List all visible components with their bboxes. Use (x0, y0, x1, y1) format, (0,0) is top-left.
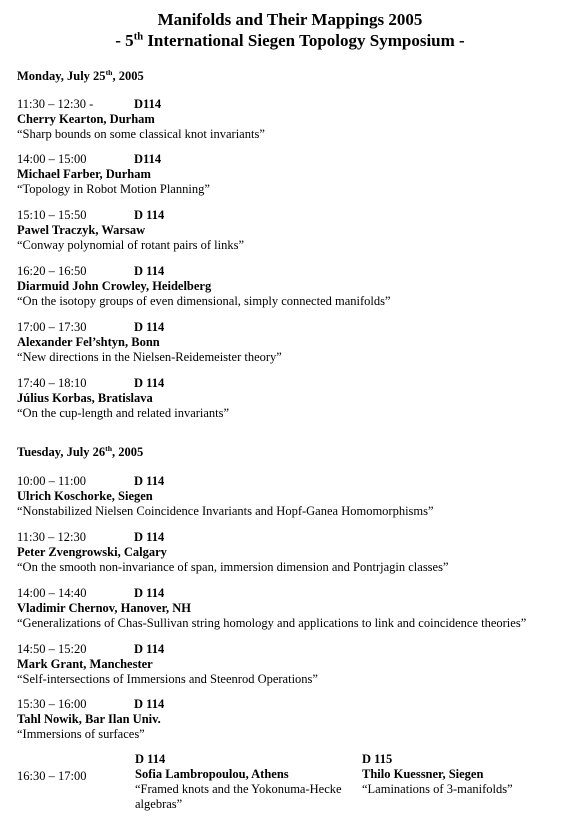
parallel-talk-a (135, 752, 360, 812)
talk-entry (17, 697, 572, 742)
talk-room: D 114 (134, 376, 165, 390)
talk-entry (17, 152, 572, 197)
talk-title: “On the cup-length and related invariants” (17, 406, 230, 420)
talk-room: D 114 (134, 474, 165, 488)
talk-time: 11:30 – 12:30 (17, 530, 86, 544)
talk-speaker: Cherry Kearton, Durham (17, 112, 155, 126)
talk-time: 14:50 – 15:20 (17, 642, 87, 656)
talk-entry (17, 376, 572, 421)
parallel-talk-b (362, 752, 572, 797)
day-label-suffix: , 2005 (112, 69, 144, 83)
talk-title: “Immersions of surfaces” (17, 727, 145, 741)
talk-room: D 114 (134, 320, 165, 334)
talk-title: “Generalizations of Chas-Sullivan string homology and applications to link and coincidence theories” (17, 616, 527, 630)
talk-entry (17, 642, 572, 687)
talk-title: “Conway polynomial of rotant pairs of links” (17, 238, 245, 252)
page-subtitle (0, 31, 580, 51)
talk-time: 14:00 – 14:40 (17, 586, 87, 600)
day-label-sup: th (105, 443, 113, 453)
talk-speaker: Július Korbas, Bratislava (17, 391, 153, 405)
talk-room: D114 (134, 97, 162, 111)
subtitle-rest: International Siegen Topology Symposium - (143, 31, 465, 50)
talk-time: 17:00 – 17:30 (17, 320, 87, 334)
talk-time: 10:00 – 11:00 (17, 474, 86, 488)
talk-time: 16:20 – 16:50 (17, 264, 87, 278)
talk-entry (17, 264, 572, 309)
talk-title: “Framed knots and the Yokonuma-Hecke algebras” (135, 782, 342, 811)
talk-speaker: Peter Zvengrowski, Calgary (17, 545, 167, 559)
talk-title: “Sharp bounds on some classical knot invariants” (17, 127, 265, 141)
talk-time: 17:40 – 18:10 (17, 376, 87, 390)
talk-title: “Nonstabilized Nielsen Coincidence Invariants and Hopf-Ganea Homomorphisms” (17, 504, 434, 518)
subtitle-sup: th (133, 31, 144, 43)
talk-title: “On the isotopy groups of even dimensional, simply connected manifolds” (17, 294, 391, 308)
talk-title: “On the smooth non-invariance of span, immersion dimension and Pontrjagin classes” (17, 560, 449, 574)
talk-room: D 115 (362, 752, 393, 766)
talk-speaker: Ulrich Koschorke, Siegen (17, 489, 153, 503)
talk-room: D 114 (134, 642, 165, 656)
talk-speaker: Vladimir Chernov, Hanover, NH (17, 601, 191, 615)
page-title: Manifolds and Their Mappings 2005 (157, 10, 423, 29)
talk-speaker: Thilo Kuessner, Siegen (362, 767, 484, 781)
day-label-suffix: , 2005 (112, 445, 144, 459)
talk-entry (17, 530, 572, 575)
talk-entry (17, 320, 572, 365)
talk-speaker: Pawel Traczyk, Warsaw (17, 223, 146, 237)
talk-room: D114 (134, 152, 162, 166)
talk-time: 16:30 – 17:00 (17, 769, 87, 783)
talk-title: “Laminations of 3-manifolds” (362, 782, 513, 796)
talk-speaker: Alexander Fel’shtyn, Bonn (17, 335, 160, 349)
talk-speaker: Tahl Nowik, Bar Ilan Univ. (17, 712, 161, 726)
talk-time: 15:10 – 15:50 (17, 208, 87, 222)
talk-entry (17, 97, 572, 142)
talk-speaker: Diarmuid John Crowley, Heidelberg (17, 279, 212, 293)
day-heading-tuesday (17, 445, 143, 460)
talk-entry (17, 208, 572, 253)
talk-time: 11:30 – 12:30 - (17, 97, 94, 111)
day-label: Monday, July 25 (17, 69, 106, 83)
talk-room: D 114 (134, 264, 165, 278)
talk-time: 15:30 – 16:00 (17, 697, 87, 711)
talk-title: “Topology in Robot Motion Planning” (17, 182, 210, 196)
talk-speaker: Michael Farber, Durham (17, 167, 151, 181)
day-heading-monday (17, 69, 144, 84)
talk-room: D 114 (134, 530, 165, 544)
talk-room: D 114 (134, 697, 165, 711)
talk-title: “Self-intersections of Immersions and Steenrod Operations” (17, 672, 318, 686)
day-label: Tuesday, July 26 (17, 445, 106, 459)
talk-room: D 114 (134, 586, 165, 600)
talk-entry (17, 586, 572, 631)
talk-room: D 114 (135, 752, 166, 766)
talk-room: D 114 (134, 208, 165, 222)
talk-speaker: Sofia Lambropoulou, Athens (135, 767, 289, 781)
talk-title: “New directions in the Nielsen-Reidemeister theory” (17, 350, 282, 364)
day-label-sup: th (105, 67, 113, 77)
talk-speaker: Mark Grant, Manchester (17, 657, 153, 671)
subtitle-prefix: - 5 (115, 31, 134, 50)
talk-entry (17, 474, 572, 519)
talk-time: 14:00 – 15:00 (17, 152, 87, 166)
